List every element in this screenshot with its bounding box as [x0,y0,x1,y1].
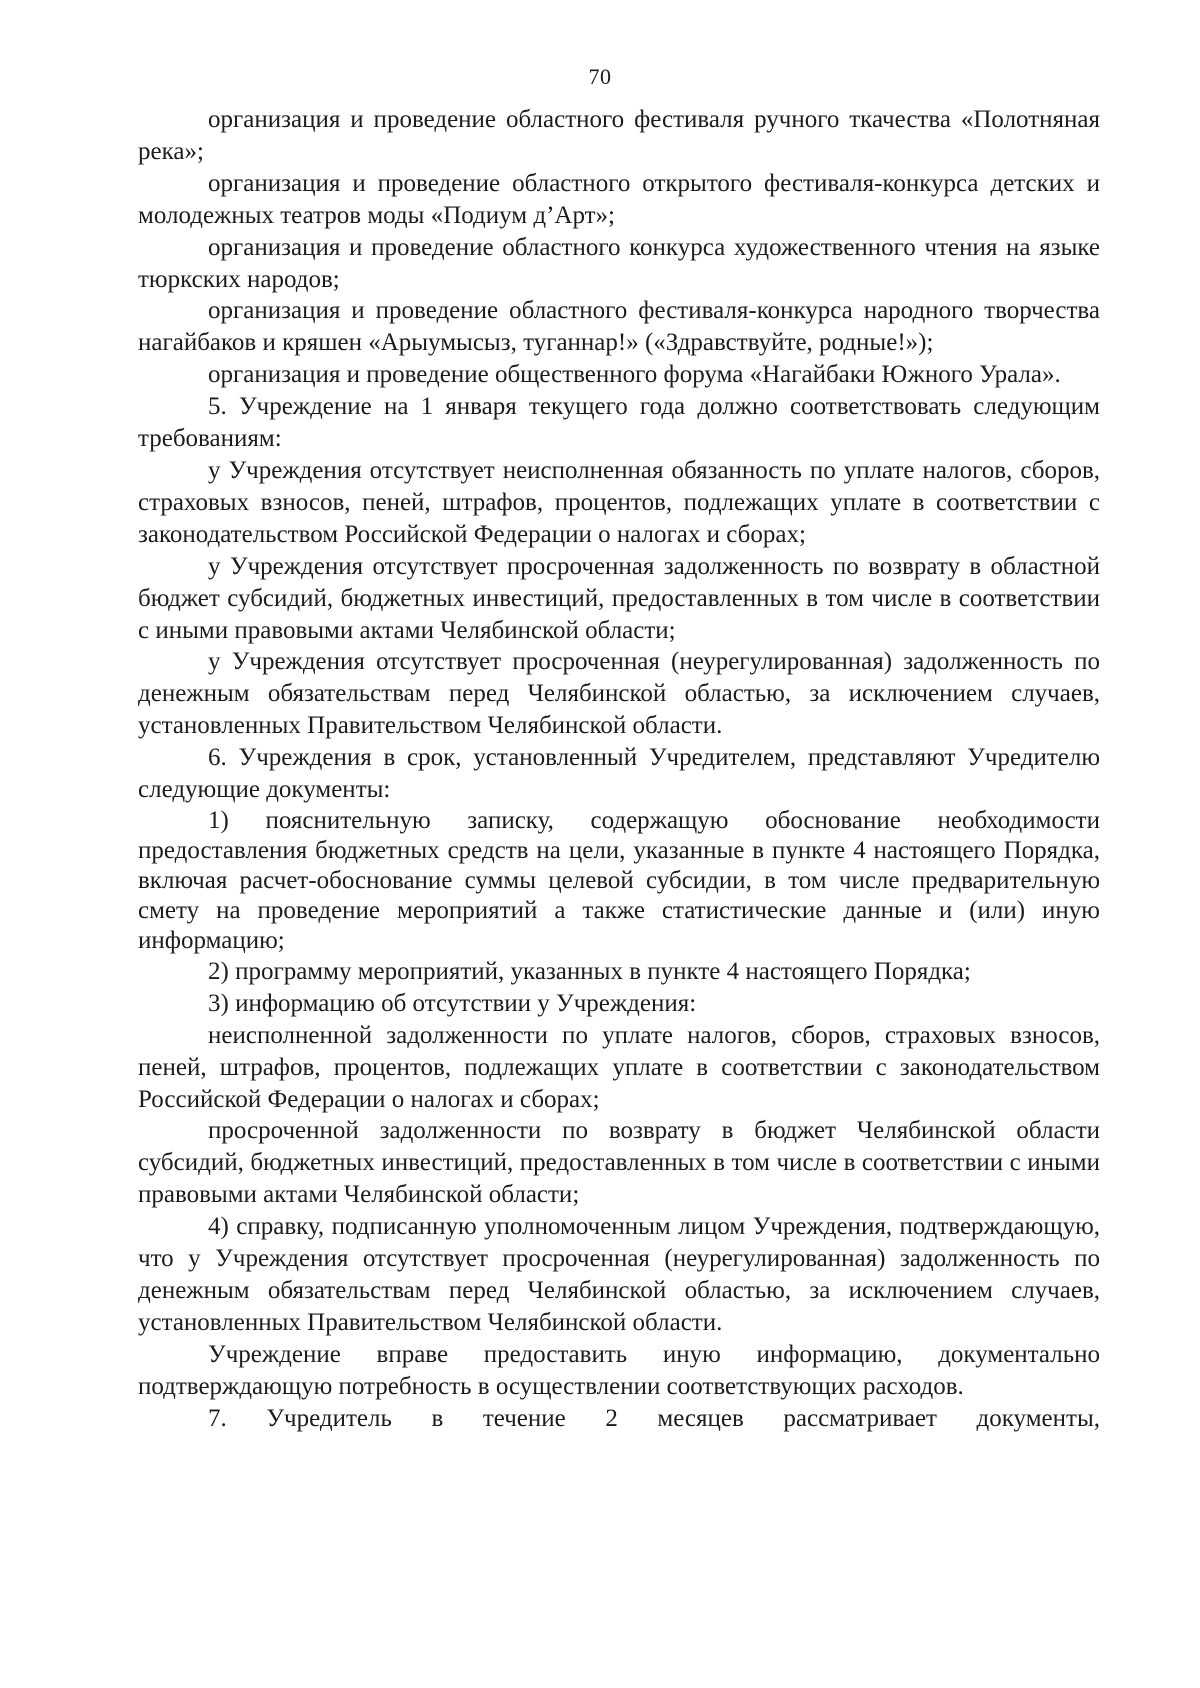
paragraph-document-1: 1) пояснительную записку, содержащую обоснование необходимости предоставления бюджетных средств на цели, указанные в пункте 4 настоящего Порядка, включая расчет-обоснование суммы целевой субсидии, в том числе предварительную смету на проведение мероприятий а также статистические данные и (или) иную информацию; [138,806,1100,954]
paragraph-requirement-obligations: у Учреждения отсутствует просроченная (неурегулированная) задолженность по денежным обязательствам перед Челябинской областью, за исключением случаев, установленных Правительством Челябинской области. [138,648,1100,740]
paragraph-contest-reading: организация и проведение областного конкурса художественного чтения на языке тюркских народов; [138,233,1100,293]
paragraph-requirement-budget-debt: у Учреждения отсутствует просроченная задолженность по возврату в областной бюджет субсидий, бюджетных инвестиций, предоставленных в том числе в соответствии с иными правовыми актами Челябинской области; [138,552,1100,644]
paragraph-absence-tax-debt: неисполненной задолженности по уплате налогов, сборов, страховых взносов, пеней, штрафов, процентов, подлежащих уплате в соответствии с законодательством Российской Федерации о налогах и сборах; [138,1021,1100,1113]
document-body [138,104,1100,1435]
paragraph-additional-information: Учреждение вправе предоставить иную информацию, документально подтверждающую потребность в осуществлении соответствующих расходов. [138,1340,1100,1400]
paragraph-document-3: 3) информацию об отсутствии у Учреждения: [208,989,697,1017]
paragraph-absence-budget-debt: просроченной задолженности по возврату в бюджет Челябинской области субсидий, бюджетных инвестиций, предоставленных в том числе в соответствии с иными правовыми актами Челябинской области; [138,1117,1100,1209]
paragraph-festival-fashion-theatres: организация и проведение областного открытого фестиваля-конкурса детских и молодежных театров моды «Подиум д’Арт»; [138,169,1100,229]
paragraph-requirement-taxes: у Учреждения отсутствует неисполненная обязанность по уплате налогов, сборов, страховых взносов, пеней, штрафов, процентов, подлежащих уплате в соответствии с законодательством Российской Федерации о налогах и сборах; [138,456,1100,548]
paragraph-item-7: 7. Учредитель в течение 2 месяцев рассматривает документы, [208,1404,1100,1432]
paragraph-forum-nagaybaks: организация и проведение общественного форума «Нагайбаки Южного Урала». [208,361,1061,389]
paragraph-item-5: 5. Учреждение на 1 января текущего года должно соответствовать следующим требованиям: [138,393,1100,453]
paragraph-item-6: 6. Учреждения в срок, установленный Учредителем, представляют Учредителю следующие документы: [138,744,1100,804]
page-number: 70 [588,64,612,89]
paragraph-document-2: 2) программу мероприятий, указанных в пункте 4 настоящего Порядка; [208,957,971,985]
paragraph-document-4: 4) справку, подписанную уполномоченным лицом Учреждения, подтверждающую, что у Учреждения отсутствует просроченная (неурегулированная) задолженность по денежным обязательствам перед Челябинской областью, за исключением случаев, установленных Правительством Челябинской области. [138,1213,1100,1336]
paragraph-festival-weaving: организация и проведение областного фестиваля ручного ткачества «Полотняная река»; [138,106,1100,165]
paragraph-festival-nagaybaks: организация и проведение областного фестиваля-конкурса народного творчества нагайбаков и кряшен «Арыумысыз, туганнар!» («Здравствуйте, родные!»); [138,297,1100,357]
